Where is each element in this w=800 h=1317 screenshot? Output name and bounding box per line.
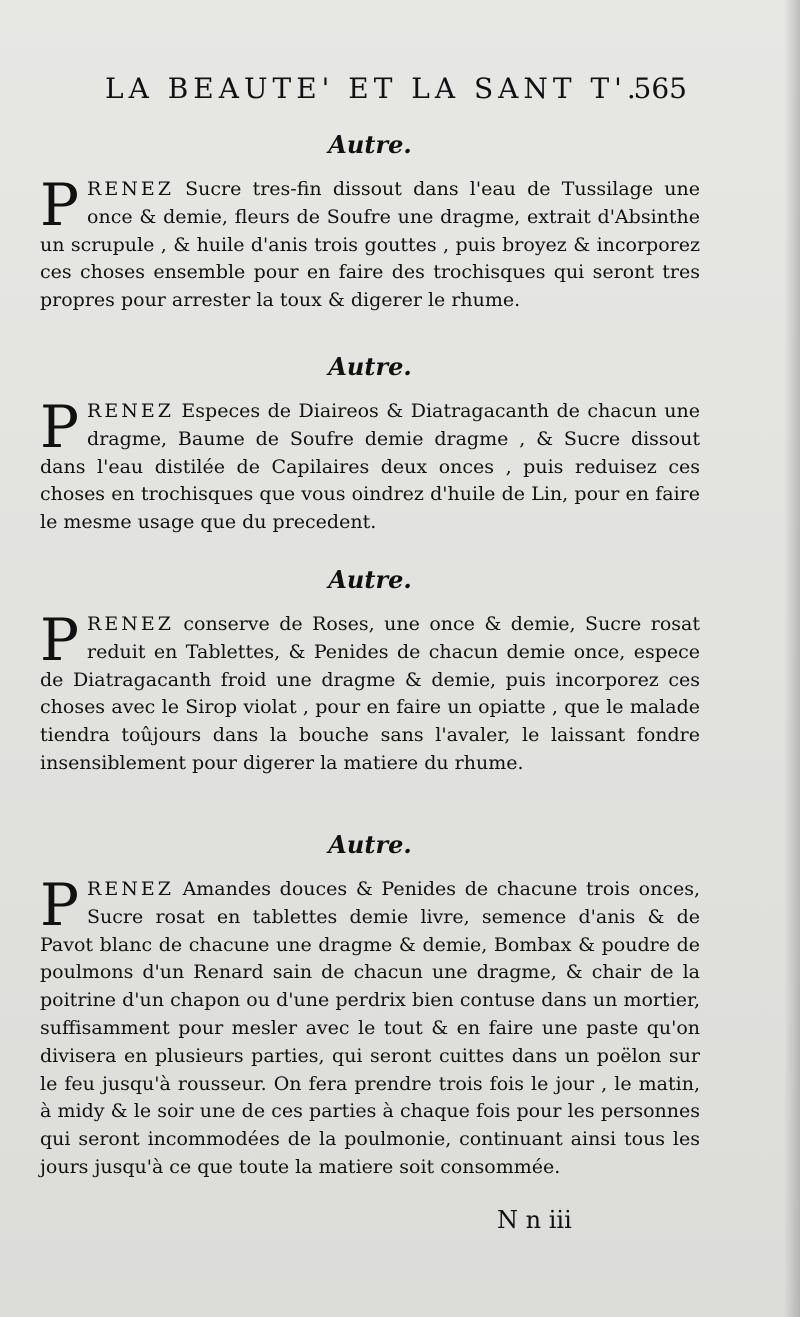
recipe-text: Amandes douces & Penides de chacune trois onces, Sucre rosat en tablettes demie livre, semence d'anis & de Pavot blanc de chacune une dragme & demie, Bombax & poudre de poulmons d'un Renard sain de chacun une dragme, & chair de la poitrine d'un chapon ou d'une perdrix bien contuse dans un mortier, suffisamment pour mesler avec le tout & en faire une paste qu'on divisera en plusieurs parties, qui seront cuittes dans un poëlon sur le feu jusqu'à rousseur. On fera prendre trois fois le jour , le matin, à midy & le soir une de ces parties à chaque fois pour les personnes qui seront incommodées de la poulmonie, continuant ainsi tous les jours jusqu'à ce que toute la matiere soit consommée. — [40, 878, 700, 1178]
signature-mark: N n iii — [497, 1206, 572, 1234]
section-title: Autre. — [328, 352, 412, 381]
recipe-paragraph — [40, 393, 700, 537]
section-title: Autre. — [328, 130, 412, 159]
lead-word: RENEZ — [87, 178, 174, 200]
recipe-text: conserve de Roses, une once & demie, Sucre rosat reduit en Tablettes, & Penides de chacun demie once, espece de Diatragacanth froid une dragme & demie, puis incorporez ces choses avec le Sirop violat , pour en faire un opiatte , que le malade tiendra toûjours dans la bouche sans l'avaler, le laissant fondre insensiblement pour digerer la matiere du rhume. — [40, 613, 700, 774]
lead-word: RENEZ — [87, 400, 174, 422]
recipe-paragraph — [40, 606, 700, 778]
recipe-section-2 — [40, 350, 700, 537]
page-edge-shadow — [784, 0, 800, 1317]
recipe-text: Especes de Diaireos & Diatragacanth de chacun une dragme, Baume de Soufre demie dragme , & Sucre dissout dans l'eau distilée de Capilaires deux onces , puis reduisez ces choses en trochisques que vous oindrez d'huile de Lin, pour en faire le mesme usage que du precedent. — [40, 400, 700, 534]
lead-word: RENEZ — [87, 878, 174, 900]
recipe-section-3 — [40, 563, 700, 778]
drop-cap: P — [40, 871, 80, 939]
page-number: 565 — [633, 72, 687, 105]
recipe-section-1 — [40, 128, 700, 315]
section-title: Autre. — [328, 565, 412, 594]
drop-cap: P — [40, 606, 80, 674]
recipe-paragraph — [40, 871, 700, 1182]
recipe-text: Sucre tres-fin dissout dans l'eau de Tussilage une once & demie, fleurs de Soufre une dragme, extrait d'Absinthe un scrupule , & huile d'anis trois gouttes , puis broyez & incorporez ces choses ensemble pour en faire des trochisques qui seront tres propres pour arrester la toux & digerer le rhume. — [40, 178, 700, 312]
section-title: Autre. — [328, 830, 412, 859]
lead-word: RENEZ — [87, 613, 174, 635]
drop-cap: P — [40, 171, 80, 239]
recipe-section-4 — [40, 828, 700, 1182]
recipe-paragraph — [40, 171, 700, 315]
drop-cap: P — [40, 393, 80, 461]
page-header — [105, 72, 705, 112]
running-head: LA BEAUTE' ET LA SANT T'. — [105, 72, 641, 105]
